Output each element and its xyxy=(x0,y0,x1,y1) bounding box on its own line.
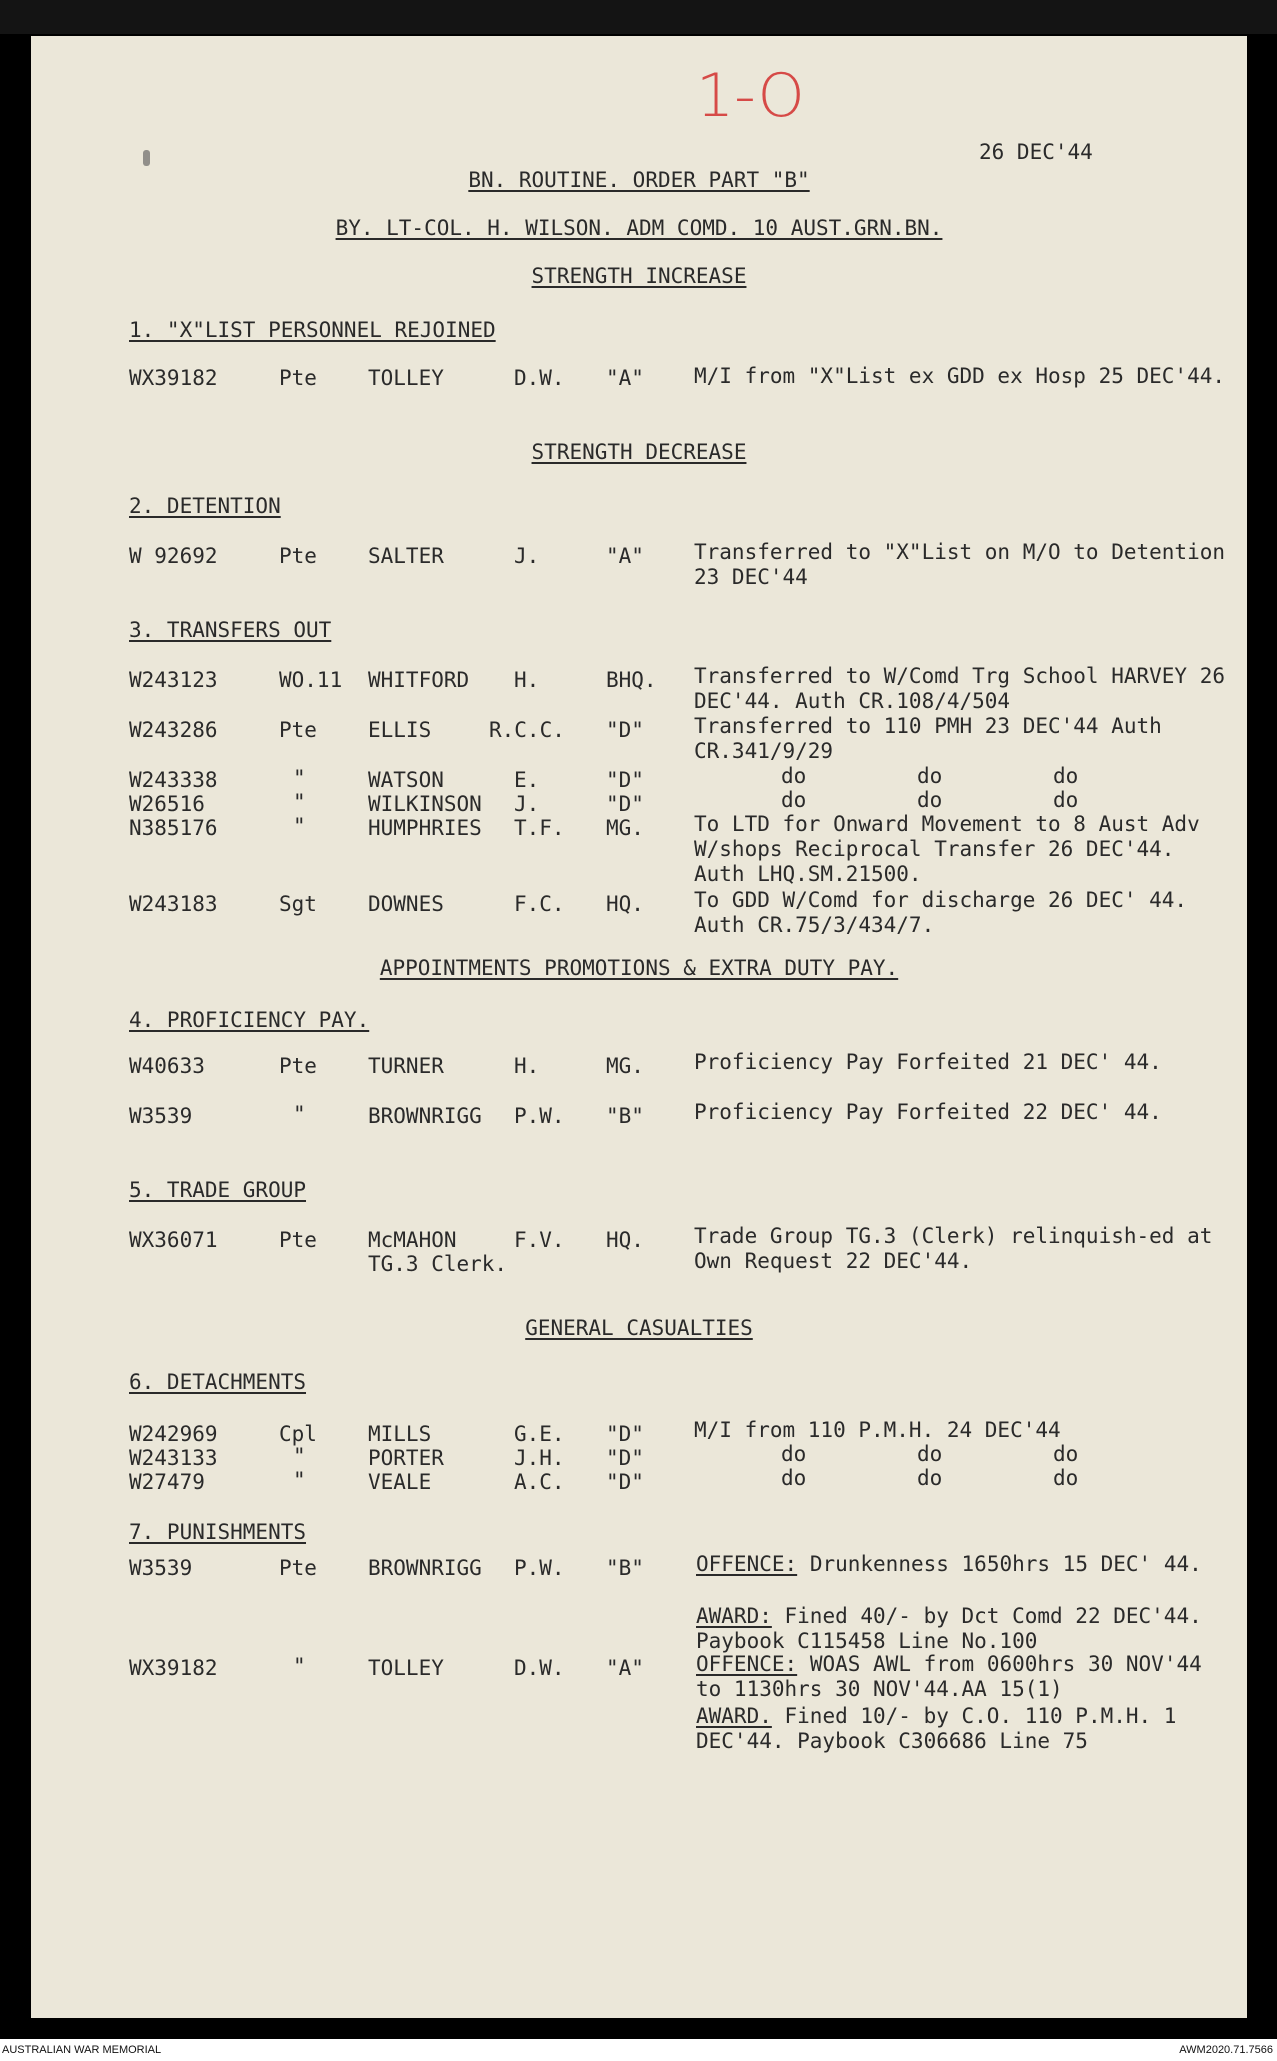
folio-mark: 1-O xyxy=(696,61,805,131)
document-date: 26 DEC'44 xyxy=(979,140,1093,164)
heading-strength-decrease: STRENGTH DECREASE xyxy=(531,440,747,464)
top-border xyxy=(0,0,1277,34)
archive-footer xyxy=(0,2039,1277,2061)
footer-source: AUSTRALIAN WAR MEMORIAL xyxy=(2,2044,162,2056)
heading-general-casualties: GENERAL CASUALTIES xyxy=(525,1316,753,1340)
section-6-heading: 6. DETACHMENTS xyxy=(129,1370,307,1394)
section-1-heading: 1. "X"LIST PERSONNEL REJOINED xyxy=(129,318,496,342)
section-2-heading: 2. DETENTION xyxy=(129,494,281,518)
award-label: AWARD. xyxy=(696,1704,772,1728)
section-7-heading: 7. PUNISHMENTS xyxy=(129,1520,307,1544)
section-3-heading: 3. TRANSFERS OUT xyxy=(129,618,332,642)
section-4-heading: 4. PROFICIENCY PAY. xyxy=(129,1008,370,1032)
document-title: BN. ROUTINE. ORDER PART "B" xyxy=(468,168,810,192)
section-5-heading: 5. TRADE GROUP xyxy=(129,1178,307,1202)
document-page: 1-O 26 DEC'44 BN. ROUTINE. ORDER PART "B" BY. LT-COL. H. WILSON. ADM COMD. 10 AUST.GRN.BN. STRENGTH INCREASE 1. "X"LIST PERSONNEL REJOINED WX39182 Pte TOLLEY D.W. "A" M/I from "X"List ex GDD ex Hosp 25 DEC'44. STRENGTH DECREASE 2. DETENTION W 92692 Pte SALTER J. "A" Transferred to "X"List on M/O to Detention 23 DEC'44 3. TRANSFERS OUT W243123 WO.11 WHITFORD H. BHQ. Transferred to W/Comd Trg School HARVEY 26 DEC'44. Auth CR.108/4/504 W243286 Pte ELLIS R.C.C. "D" Transferred to 110 PMH 23 DEC'44 Auth CR.341/9/29 W243338 " WATSON E. "D" do do do W26516 " WILKINSON J. "D" do do do N385176 " HUMPHRIES T.F. MG. To LTD for Onward Movement to 8 Aust Adv W/shops Reciprocal Transfer 26 DEC'44. Auth LHQ.SM.21500. W243183 Sgt DOWNES F.C. HQ. To GDD W/Comd for discharge 26 DEC' 44. Auth CR.75/3/434/7. APPOINTMENTS PROMOTIONS & EXTRA DUTY PAY. 4. PROFICIENCY PAY. W40633 Pte TURNER H. MG. Proficiency Pay Forfeited 21 DEC' 44. W3539 " BROWNRIGG P.W. "B" Proficiency Pay Forfeited 22 DEC' 44. 5. TRADE GROUP WX36071 Pte McMAHON TG.3 Clerk. F.V. HQ. Trade Group TG.3 (Clerk) relinquish-ed at Own Request 22 DEC'44. GENERAL CASUALTIES 6. DETACHMENTS W242969 Cpl MILLS G.E. "D" M/I from 110 P.M.H. 24 DEC'44 W243133 " PORTER J.H. "D" do do do W27479 " VEALE A.C. "D" do do do 7. PUNISHMENTS W3539 Pte BROWNRIGG P.W. "B" OFFENCE: Drunkenness 1650hrs 15 DEC' 44. AWARD: Fined 40/- by Dct Comd 22 DEC'44. Paybook C115458 Line No.100 WX39182 " TOLLEY D.W. "A" OFFENCE: WOAS AWL from 0600hrs 30 NOV'44 to 1130hrs 30 NOV'44.AA 15(1) AWARD. Fined 10/- by C.O. 110 P.M.H. 1 DEC'44. Paybook C306686 Line 75 xyxy=(31,36,1247,2018)
offence-label: OFFENCE: xyxy=(696,1652,798,1676)
footer-accession-number: AWM2020.71.7566 xyxy=(1179,2044,1273,2056)
award-label: AWARD: xyxy=(696,1604,772,1628)
offence-label: OFFENCE: xyxy=(696,1552,798,1576)
heading-strength-increase: STRENGTH INCREASE xyxy=(531,264,747,288)
heading-appointments: APPOINTMENTS PROMOTIONS & EXTRA DUTY PAY. xyxy=(379,956,899,980)
pin-hole-mark xyxy=(143,150,150,166)
document-subtitle: BY. LT-COL. H. WILSON. ADM COMD. 10 AUST.GRN.BN. xyxy=(335,216,943,240)
